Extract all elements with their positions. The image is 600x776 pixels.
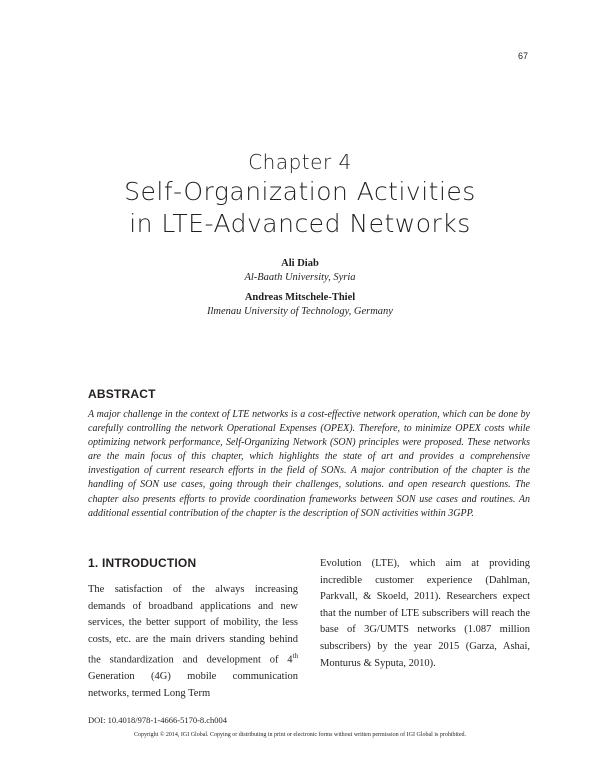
introduction-heading: 1. INTRODUCTION: [88, 556, 197, 570]
introduction-text-part-2: Generation (4G) mobile communication networks, termed Long Term: [88, 671, 298, 700]
doi: DOI: 10.4018/978-1-4666-5170-8.ch004: [88, 715, 228, 725]
abstract-heading: ABSTRACT: [88, 387, 156, 401]
copyright-notice: Copyright © 2014, IGI Global. Copying or distributing in print or electronic forms without written permission of IGI Global is prohibited.: [133, 732, 466, 738]
chapter-title-line-2: in LTE-Advanced Networks: [129, 209, 471, 238]
author-block: [0, 291, 600, 319]
introduction-text-part-1: The satisfaction of the always increasing demands of broadband applications and new services, the better support of mobility, the less costs, etc. are the main drivers standing behind the standardization and development of 4: [88, 584, 298, 666]
author-block: [0, 257, 600, 285]
ordinal-superscript: th: [292, 652, 298, 661]
introduction-column-left: [88, 582, 298, 703]
chapter-title-line-1: Self-Organization Activities: [124, 177, 476, 206]
author-affiliation: Al-Baath University, Syria: [244, 272, 356, 283]
abstract-text: A major challenge in the context of LTE networks is a cost-effective network operation, which can be done by carefully controlling the network Operational Expenses (OPEX). Therefore, to minimize OPEX costs while optimizing network performance, Self-Organizing Network (SON) principles were proposed. These networks are the main focus of this chapter, which highlights the state of art and provides a comprehensive investigation of current research efforts in the field of SONs. A major contribution of the chapter is the handling of SON use cases, going through their challenges, solutions. and open research questions. The chapter also presents efforts to provide coordination frameworks between SON use cases and routines. An additional essential contribution of the chapter is the description of SON activities within 3GPP.: [88, 409, 530, 519]
author-name: Andreas Mitschele-Thiel: [244, 292, 356, 303]
author-affiliation: Ilmenau University of Technology, Germany: [207, 306, 393, 317]
author-name: Ali Diab: [281, 258, 319, 269]
chapter-label: Chapter 4: [248, 150, 352, 174]
page-number: 67: [517, 51, 528, 61]
chapter-title: [0, 176, 600, 240]
introduction-column-right: Evolution (LTE), which aim at providing incredible customer experience (Dahlman, Parkvall, & Skoeld, 2011). Researchers expect that the number of LTE subscribers will reach the base of 3G/UMTS networks (1.087 million subscribers) by the year 2015 (Garza, Ashai, Monturus & Syputa, 2010).: [320, 558, 530, 669]
